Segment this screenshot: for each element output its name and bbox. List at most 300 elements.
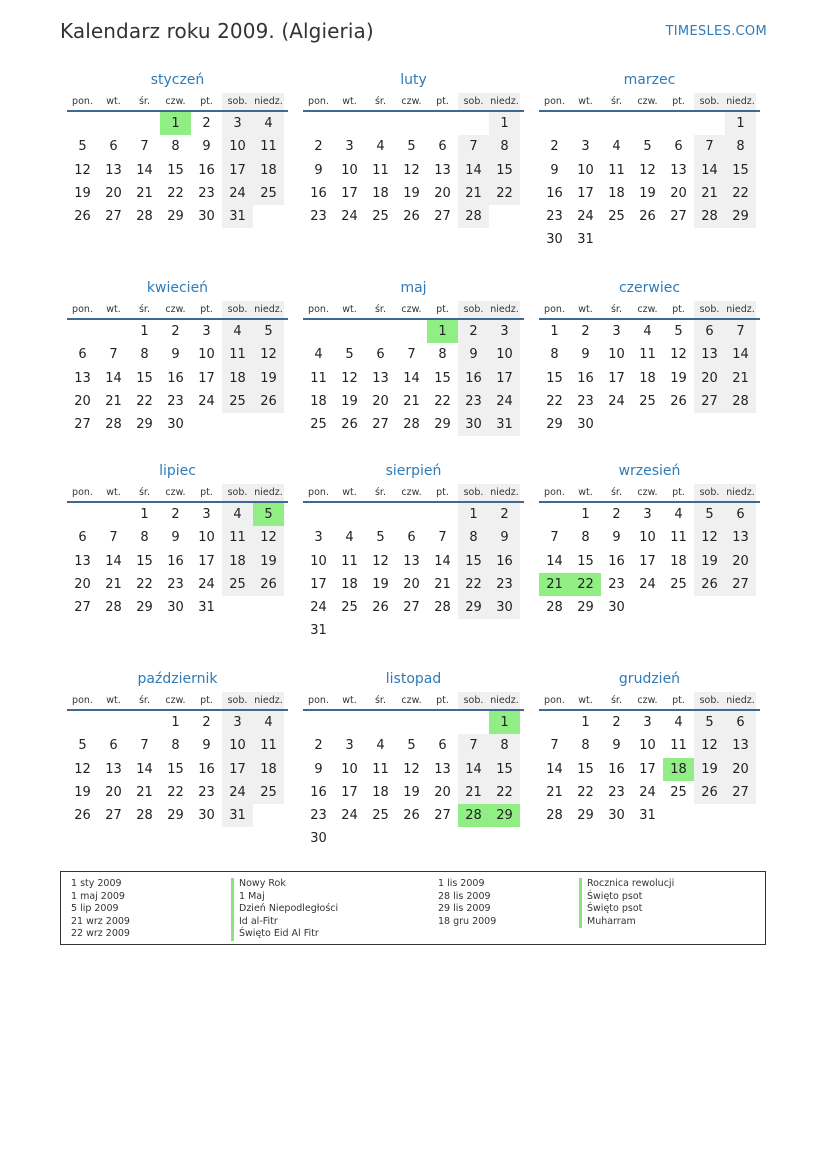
day-cell: 14 [403,370,420,386]
day-cell: 1 [489,112,520,135]
legend-date: 22 wrz 2009 [71,928,130,939]
day-cell: 14 [458,159,489,182]
weekday-label: śr. [138,96,150,107]
empty-cell [365,711,396,734]
day-cell: 2 [202,715,211,730]
day-cell: 12 [253,526,284,549]
day-cell: 19 [253,367,284,390]
day-cell: 24 [489,390,520,413]
day-cell: 6 [725,711,756,734]
day-cell: 26 [74,209,91,225]
day-cell: 4 [314,347,323,363]
day-cell: 7 [109,347,118,363]
day-cell: 7 [458,734,489,757]
day-cell: 10 [489,343,520,366]
month-name: październik [137,671,218,687]
day-cell: 1 [725,112,756,135]
week-row [303,390,524,413]
day-cell: 3 [345,139,354,155]
weekday-label: wt. [342,487,357,498]
legend-holiday-name: Nowy Rok [231,878,338,891]
week-row [303,804,524,827]
week-row [539,596,760,619]
day-cell: 1 [160,112,191,135]
weekday-header [303,93,524,112]
day-cell: 27 [105,808,122,824]
day-cell: 21 [105,393,122,409]
day-cell: 6 [109,738,118,754]
day-cell: 15 [136,553,153,569]
day-cell: 13 [725,526,756,549]
weekday-label: wt. [578,96,593,107]
day-cell: 15 [489,159,520,182]
day-cell: 1 [140,507,149,522]
brand-link[interactable]: TIMESLES.COM [665,24,767,39]
empty-cell [694,596,725,619]
day-cell: 2 [458,320,489,343]
day-cell: 20 [74,393,91,409]
empty-cell [303,711,334,734]
week-row [539,390,760,413]
weekday-label: śr. [374,695,386,706]
week-row [539,503,760,526]
empty-cell [663,112,694,135]
day-cell: 8 [171,139,180,155]
day-cell: 2 [314,738,323,754]
empty-cell [458,711,489,734]
day-cell: 11 [670,738,687,754]
day-cell: 24 [639,576,656,592]
day-cell: 16 [310,784,327,800]
day-cell: 1 [550,324,559,339]
day-cell: 7 [725,320,756,343]
day-cell: 24 [341,209,358,225]
day-cell: 10 [639,530,656,546]
day-cell: 26 [253,573,284,596]
month-name: grudzień [618,671,681,687]
day-cell: 8 [171,738,180,754]
empty-cell [67,112,98,135]
weekday-label: czw. [401,487,422,498]
legend-date: 21 wrz 2009 [71,915,130,927]
empty-cell [725,804,756,827]
day-cell: 23 [167,576,184,592]
day-cell: 28 [725,390,756,413]
day-cell: 29 [725,205,756,228]
day-cell: 11 [372,761,389,777]
empty-cell [67,503,98,526]
day-cell: 2 [612,507,621,522]
week-row [303,367,524,390]
day-cell: 30 [546,232,563,248]
day-cell: 17 [639,553,656,569]
weekday-label: pon. [308,695,329,706]
month-name: lipiec [159,463,196,479]
day-cell: 18 [341,576,358,592]
day-cell: 30 [198,209,215,225]
weekday-label: niedz. [253,301,284,318]
day-cell: 28 [136,209,153,225]
day-cell: 24 [222,781,253,804]
legend-date: 1 sty 2009 [71,878,122,889]
day-cell: 18 [253,159,284,182]
day-cell: 11 [341,553,358,569]
day-cell: 28 [458,205,489,228]
day-cell: 27 [403,600,420,616]
day-cell: 3 [581,139,590,155]
day-cell: 2 [550,139,559,155]
day-cell: 11 [253,734,284,757]
weekday-label: wt. [106,695,121,706]
day-cell: 21 [434,576,451,592]
day-cell: 29 [577,600,594,616]
day-cell: 30 [608,600,625,616]
day-cell: 8 [581,738,590,754]
day-cell: 27 [434,209,451,225]
week-row [67,503,288,526]
weekday-label: śr. [138,487,150,498]
legend-names-left [231,878,338,941]
weekday-label: śr. [138,304,150,315]
empty-cell [334,711,365,734]
day-cell: 17 [222,758,253,781]
day-cell: 25 [608,209,625,225]
day-cell: 4 [376,738,385,754]
week-row [303,711,524,734]
day-cell: 23 [198,784,215,800]
month-block [539,462,760,619]
day-cell: 6 [438,738,447,754]
empty-cell [601,413,632,436]
day-cell: 17 [310,576,327,592]
legend-dates-left [71,878,130,941]
month-block [67,279,288,436]
week-row [539,343,760,366]
day-cell: 25 [222,573,253,596]
week-row [303,343,524,366]
empty-cell [253,413,284,436]
weekday-label: czw. [637,487,658,498]
legend-date: 18 gru 2009 [438,915,497,927]
day-cell: 21 [546,784,563,800]
day-cell: 21 [539,573,570,596]
week-row [539,413,760,436]
day-cell: 8 [458,526,489,549]
week-row [67,367,288,390]
weekday-label: czw. [401,96,422,107]
week-row [67,320,288,343]
day-cell: 29 [546,417,563,433]
legend-date: 1 lis 2009 [438,878,485,889]
day-cell: 3 [345,738,354,754]
weekday-label: czw. [637,304,658,315]
day-cell: 20 [670,185,687,201]
day-cell: 28 [105,417,122,433]
day-cell: 21 [136,784,153,800]
day-cell: 20 [403,576,420,592]
day-cell: 6 [725,503,756,526]
day-cell: 12 [253,343,284,366]
day-cell: 20 [434,784,451,800]
week-row [303,320,524,343]
empty-cell [303,112,334,135]
day-cell: 3 [222,711,253,734]
day-cell: 5 [407,139,416,155]
day-cell: 17 [341,784,358,800]
day-cell: 10 [198,347,215,363]
empty-cell [694,413,725,436]
empty-cell [427,112,458,135]
weekday-label: wt. [342,304,357,315]
month-name: luty [400,72,427,88]
legend-date: 1 maj 2009 [71,890,125,902]
month-name: marzec [623,72,676,88]
weekday-label: pon. [72,695,93,706]
day-cell: 25 [670,576,687,592]
day-cell: 9 [171,347,180,363]
day-cell: 13 [434,162,451,178]
weekday-label: czw. [637,695,658,706]
day-cell: 9 [550,162,559,178]
weekday-header [67,484,288,503]
day-cell: 3 [202,507,211,522]
day-cell: 7 [140,738,149,754]
empty-cell [632,228,663,251]
day-cell: 31 [222,205,253,228]
empty-cell [458,619,489,642]
day-cell: 19 [694,758,725,781]
day-cell: 8 [489,135,520,158]
day-cell: 3 [643,507,652,522]
weekday-label: pon. [72,487,93,498]
day-cell: 11 [222,526,253,549]
empty-cell [396,112,427,135]
week-row [67,182,288,205]
day-cell: 10 [341,761,358,777]
weekday-header [539,93,760,112]
day-cell: 22 [458,573,489,596]
empty-cell [365,112,396,135]
day-cell: 21 [694,182,725,205]
day-cell: 18 [670,553,687,569]
weekday-label: wt. [106,304,121,315]
weekday-label: sob. [222,301,253,318]
day-cell: 19 [74,185,91,201]
holiday-legend [60,871,766,945]
day-cell: 22 [167,784,184,800]
day-cell: 13 [694,343,725,366]
day-cell: 7 [458,135,489,158]
day-cell: 29 [434,417,451,433]
day-cell: 15 [434,370,451,386]
day-cell: 27 [725,573,756,596]
week-row [539,182,760,205]
week-row [539,112,760,135]
day-cell: 27 [74,417,91,433]
day-cell: 14 [694,159,725,182]
weekday-header [67,93,288,112]
weekday-label: sob. [458,93,489,110]
day-cell: 5 [376,530,385,546]
day-cell: 28 [458,804,489,827]
day-cell: 26 [694,781,725,804]
week-row [303,182,524,205]
day-cell: 15 [489,758,520,781]
day-cell: 4 [612,139,621,155]
day-cell: 6 [78,530,87,546]
day-cell: 3 [643,715,652,730]
day-cell: 18 [253,758,284,781]
day-cell: 22 [546,393,563,409]
day-cell: 25 [310,417,327,433]
day-cell: 12 [403,761,420,777]
day-cell: 21 [725,367,756,390]
week-row [67,711,288,734]
day-cell: 7 [550,738,559,754]
week-row [539,205,760,228]
empty-cell [334,619,365,642]
day-cell: 30 [577,417,594,433]
day-cell: 9 [171,530,180,546]
weekday-label: sob. [222,692,253,709]
day-cell: 8 [581,530,590,546]
weekday-label: niedz. [725,484,756,501]
day-cell: 20 [725,758,756,781]
empty-cell [663,228,694,251]
day-cell: 31 [639,808,656,824]
empty-cell [365,619,396,642]
day-cell: 19 [639,185,656,201]
empty-cell [129,711,160,734]
empty-cell [632,112,663,135]
month-block [303,279,524,436]
day-cell: 27 [105,209,122,225]
weekday-label: pon. [308,304,329,315]
day-cell: 5 [253,320,284,343]
day-cell: 23 [577,393,594,409]
month-block [303,670,524,851]
day-cell: 7 [140,139,149,155]
day-cell: 13 [74,553,91,569]
week-row [303,619,524,642]
weekday-label: pon. [72,96,93,107]
weekday-label: czw. [637,96,658,107]
weekday-label: wt. [578,695,593,706]
day-cell: 12 [694,734,725,757]
weekday-header [67,301,288,320]
day-cell: 12 [372,553,389,569]
weekday-label: śr. [610,487,622,498]
day-cell: 26 [639,209,656,225]
weekday-header [539,484,760,503]
day-cell: 5 [674,324,683,339]
weekday-label: śr. [610,695,622,706]
empty-cell [365,827,396,850]
day-cell: 7 [109,530,118,546]
day-cell: 10 [608,347,625,363]
weekday-label: pt. [672,96,685,107]
week-row [539,734,760,757]
day-cell: 28 [546,808,563,824]
day-cell: 12 [694,526,725,549]
day-cell: 9 [612,738,621,754]
day-cell: 18 [372,784,389,800]
weekday-label: czw. [401,695,422,706]
day-cell: 10 [577,162,594,178]
day-cell: 2 [314,139,323,155]
legend-holiday-name: Święto psot [579,903,674,916]
weekday-label: sob. [694,692,725,709]
weekday-label: niedz. [253,484,284,501]
empty-cell [694,804,725,827]
day-cell: 1 [581,715,590,730]
day-cell: 14 [725,343,756,366]
day-cell: 30 [489,596,520,619]
day-cell: 12 [341,370,358,386]
empty-cell [396,503,427,526]
day-cell: 4 [674,507,683,522]
day-cell: 2 [171,507,180,522]
weekday-label: pt. [672,695,685,706]
day-cell: 7 [438,530,447,546]
weekday-label: pt. [436,96,449,107]
day-cell: 29 [136,417,153,433]
week-row [539,228,760,251]
day-cell: 17 [639,761,656,777]
week-row [67,758,288,781]
empty-cell [601,112,632,135]
day-cell: 20 [694,367,725,390]
day-cell: 23 [608,784,625,800]
day-cell: 15 [136,370,153,386]
empty-cell [632,596,663,619]
day-cell: 25 [253,182,284,205]
day-cell: 16 [310,185,327,201]
week-row [67,112,288,135]
day-cell: 17 [198,370,215,386]
day-cell: 19 [253,550,284,573]
day-cell: 26 [403,209,420,225]
day-cell: 22 [136,393,153,409]
day-cell: 15 [725,159,756,182]
empty-cell [663,596,694,619]
week-row [539,804,760,827]
day-cell: 13 [434,761,451,777]
day-cell: 5 [78,738,87,754]
day-cell: 26 [74,808,91,824]
legend-holiday-name: Święto psot [579,891,674,904]
day-cell: 3 [489,320,520,343]
weekday-label: wt. [578,487,593,498]
empty-cell [334,827,365,850]
day-cell: 14 [434,553,451,569]
day-cell: 20 [74,576,91,592]
weekday-label: sob. [694,484,725,501]
day-cell: 15 [577,761,594,777]
day-cell: 12 [670,347,687,363]
day-cell: 18 [222,550,253,573]
day-cell: 15 [167,761,184,777]
day-cell: 9 [458,343,489,366]
day-cell: 31 [310,623,327,639]
week-row [67,413,288,436]
day-cell: 20 [725,550,756,573]
empty-cell [253,205,284,228]
weekday-label: sob. [458,692,489,709]
day-cell: 19 [74,784,91,800]
day-cell: 11 [253,135,284,158]
day-cell: 6 [438,139,447,155]
